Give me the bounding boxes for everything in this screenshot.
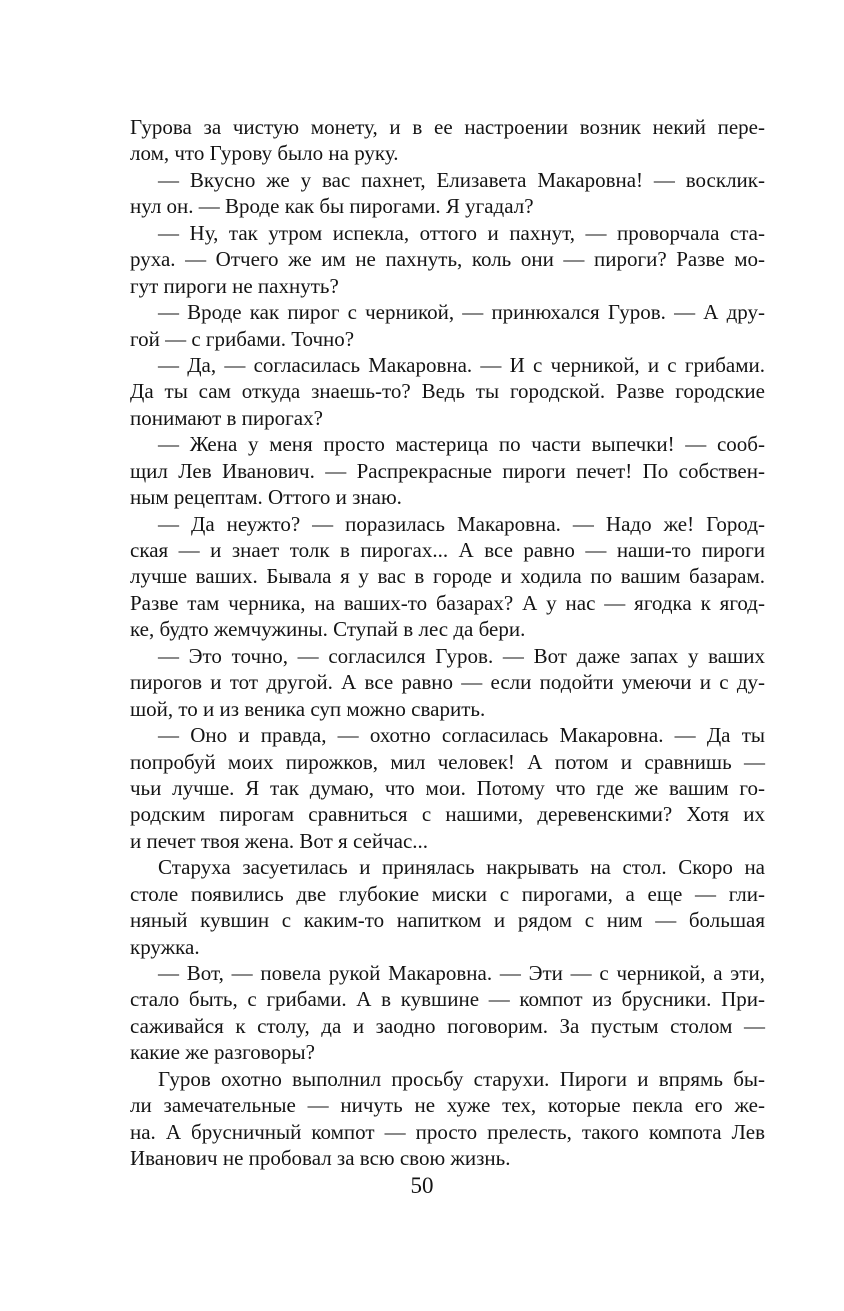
- text-line: попробуй моих пирожков, мил человек! А потом и сравнишь —: [130, 749, 765, 774]
- text-line: пирогов и тот другой. А все равно — если подойти умеючи и с ду-: [130, 670, 765, 695]
- text-line: столе появились две глубокие миски с пирогами, а еще — гли-: [130, 881, 765, 906]
- text-line: ным рецептам. Оттого и знаю.: [130, 485, 402, 510]
- text-line: Гуров охотно выполнил просьбу старухи. Пироги и впрямь бы-: [158, 1066, 765, 1091]
- text-line: саживайся к столу, да и заодно поговорим. За пустым столом —: [130, 1013, 765, 1038]
- text-line: шой, то и из веника суп можно сварить.: [130, 696, 486, 721]
- text-line: — Да, — согласилась Макаровна. — И с черникой, и с грибами.: [158, 352, 765, 377]
- text-line: руха. — Отчего же им не пахнуть, коль они — пироги? Разве мо-: [130, 247, 765, 272]
- text-line: на. А брусничный компот — просто прелесть, такого компота Лев: [130, 1119, 765, 1144]
- text-line: ке, будто жемчужины. Ступай в лес да бери.: [130, 617, 526, 642]
- text-line: — Оно и правда, — охотно согласилась Макаровна. — Да ты: [158, 723, 765, 748]
- body-text: [130, 114, 765, 1172]
- text-line: няный кувшин с каким-то напитком и рядом с ним — большая: [130, 908, 765, 933]
- text-line: Иванович не пробовал за всю свою жизнь.: [130, 1146, 511, 1171]
- text-line: кружка.: [130, 934, 200, 959]
- text-line: — Ну, так утром испекла, оттого и пахнут, — проворчала ста-: [158, 220, 765, 245]
- text-line: — Вкусно же у вас пахнет, Елизавета Макаровна! — восклик-: [158, 167, 765, 192]
- text-line: стало быть, с грибами. А в кувшине — компот из брусники. При-: [130, 987, 765, 1012]
- text-line: лом, что Гурову было на руку.: [130, 141, 399, 166]
- text-line: гой — с грибами. Точно?: [130, 326, 355, 351]
- text-line: — Жена у меня просто мастерица по части выпечки! — сооб-: [158, 432, 765, 457]
- text-line: понимают в пирогах?: [130, 405, 323, 430]
- text-line: Да ты сам откуда знаешь-то? Ведь ты городской. Разве городские: [130, 379, 765, 404]
- text-line: чьи лучше. Я так думаю, что мои. Потому что где же вашим го-: [130, 775, 765, 800]
- text-line: лучше ваших. Бывала я у вас в городе и ходила по вашим базарам.: [130, 564, 765, 589]
- text-line: родским пирогам сравниться с нашими, деревенскими? Хотя их: [130, 802, 765, 827]
- text-line: Гурова за чистую монету, и в ее настроении возник некий пере-: [130, 115, 765, 139]
- text-line: ли замечательные — ничуть не хуже тех, которые пекла его же-: [130, 1093, 765, 1118]
- text-line: — Да неужто? — поразилась Макаровна. — Надо же! Город-: [158, 511, 765, 536]
- text-line: и печет твоя жена. Вот я сейчас...: [130, 828, 429, 853]
- text-line: гут пироги не пахнуть?: [130, 273, 339, 298]
- text-line: Старуха засуетилась и принялась накрывать на стол. Скоро на: [158, 855, 765, 880]
- text-line: ская — и знает толк в пирогах... А все равно — наши-то пироги: [130, 538, 765, 562]
- text-line: щил Лев Иванович. — Распрекрасные пироги печет! По собствен-: [130, 458, 765, 483]
- text-line: Разве там черника, на ваших-то базарах? А у нас — ягодка к ягод-: [130, 590, 765, 615]
- text-line: — Вроде как пирог с черникой, — принюхался Гуров. — А дру-: [158, 300, 765, 325]
- text-line: — Вот, — повела рукой Макаровна. — Эти — с черникой, а эти,: [158, 961, 765, 985]
- text-line: — Это точно, — согласился Гуров. — Вот даже запах у ваших: [158, 643, 765, 668]
- page-number: 50: [410, 1173, 434, 1198]
- text-line: нул он. — Вроде как бы пирогами. Я угадал?: [130, 194, 534, 219]
- text-line: какие же разговоры?: [130, 1040, 315, 1065]
